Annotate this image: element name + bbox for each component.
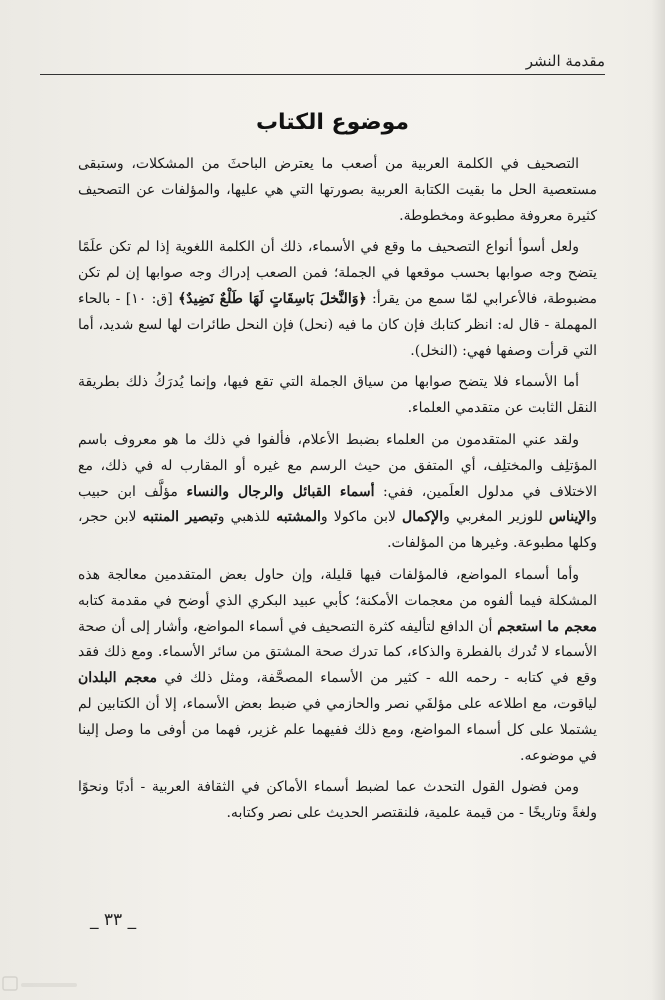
paragraph bbox=[78, 563, 597, 769]
text-run: لابن حجر، وكلها مطبوعة. وغيرها من المؤلفات. bbox=[78, 509, 597, 552]
paragraph bbox=[78, 370, 597, 422]
paragraph bbox=[78, 235, 597, 364]
text-run: ولعل أسوأ أنواع التصحيف ما وقع في الأسماء، ذلك أن الكلمة اللغوية إذا لم تكن علَمًا يتضح وجه صوابها بحسب موقعها في الجملة؛ فمن الصعب إدراك وجه صوابها إن لم تكن مضبوطة، فالأعرابي لمّا سمع من يقرأ: bbox=[78, 239, 597, 307]
text-run: لابن ماكولا و bbox=[320, 509, 403, 526]
paragraph bbox=[78, 152, 597, 229]
scanner-watermark bbox=[2, 975, 80, 993]
text-run: ومن فضول القول التحدث عما لضبط أسماء الأماكن في الثقافة العربية - أدبًا ونحوًا ولغةً وتاريخًا - من قيمة علمية، فلنقتصر الحديث على نصر وكتابه. bbox=[78, 779, 597, 822]
section-title: موضوع الكتاب bbox=[255, 110, 410, 135]
paragraph bbox=[78, 428, 597, 557]
bold-title-run: ﴿وَالنَّخلَ بَاسِقَاتٍ لَهَا طَلْعٌ نَضِيدٌ﴾ bbox=[178, 290, 367, 307]
bold-title-run: أسماء القبائل والرجال والنساء bbox=[186, 483, 375, 500]
text-run: أما الأسماء فلا يتضح صوابها من سياق الجملة التي تقع فيها، وإنما يُدرَكُ ذلك بطريقة النقل الثابت عن متقدمي العلماء. bbox=[78, 374, 597, 417]
body-text bbox=[78, 152, 597, 833]
text-run: ولقد عني المتقدمون من العلماء بضبط الأعلام، فألفوا في ذلك ما هو معروف باسم المؤتلِف والمختلِف، أي المتفق من حيث الرسم مع غيره أو المقارب له في ذلك، مع الاختلاف في مدلول العلَمين، ففي: bbox=[78, 431, 597, 500]
text-run: للوزير المغربي و bbox=[443, 509, 549, 526]
page-number: _ ٣٣ _ bbox=[90, 910, 137, 930]
text-run: للذهبي و bbox=[217, 509, 277, 526]
bold-title-run: معجم البلدان bbox=[78, 670, 157, 687]
text-run: مؤلَّف ابن حبيب و bbox=[78, 483, 598, 526]
text-run: التصحيف في الكلمة العربية من أصعب ما يعترض الباحثَ من المشكلات، وستبقى مستعصية الحل ما بقيت الكتابة العربية بصورتها التي هي عليها، والمؤلفات عن التصحيف كثيرة معروفة مطبوعة ومخطوطة. bbox=[78, 156, 597, 224]
bold-title-run: الإكمال bbox=[402, 509, 444, 526]
text-run: أن الدافع لتأليفه كثرة التصحيف في أسماء المواضع، وأشار إلى أن صحة الأسماء لا تُدرك بالفطرة والذكاء، كما تدرك صحة المشتق من سائر الأسماء. ومع ذلك فقد وقع في كتابه - رحمه الله - كثير من الأسماء المصحَّفة، ومثل ذلك في bbox=[78, 618, 597, 687]
bold-title-run: الإيناس bbox=[548, 509, 591, 526]
bold-title-run: المشتبه bbox=[276, 509, 321, 526]
bold-title-run: معجم ما استعجم bbox=[497, 618, 598, 635]
text-run: لياقوت، مع اطلاعه على مؤلفَي نصر والحازمي في ضبط بعض الأسماء، إلا أن الكتابين لم يشتملا على كل أسماء المواضع، ومع ذلك ففيهما علم غزير، فهما من أوفى ما وصل إلينا في موضوعه. bbox=[78, 695, 597, 764]
bold-title-run: تبصير المنتبه bbox=[142, 509, 218, 526]
text-run: [ق: ١٠] - بالحاء المهملة - قال له: انظر كتابك فإن كان ما فيه (نحل) فإن النحل طائرات لها لسع شديد، أما التي قرأت وصفها فهي: (النخل). bbox=[78, 290, 597, 359]
text-run: وأما أسماء المواضع، فالمؤلفات فيها قليلة، وإن حاول بعض المتقدمين معالجة هذه المشكلة فيما ألفوه من معجمات الأمكنة؛ كأبي عبيد البكري الذي أوضح في مقدمة كتابه bbox=[78, 566, 597, 609]
header-rule bbox=[40, 74, 605, 75]
page-edge-shadow bbox=[651, 0, 665, 1000]
running-header: مقدمة النشر bbox=[525, 52, 605, 70]
paragraph bbox=[78, 775, 597, 827]
